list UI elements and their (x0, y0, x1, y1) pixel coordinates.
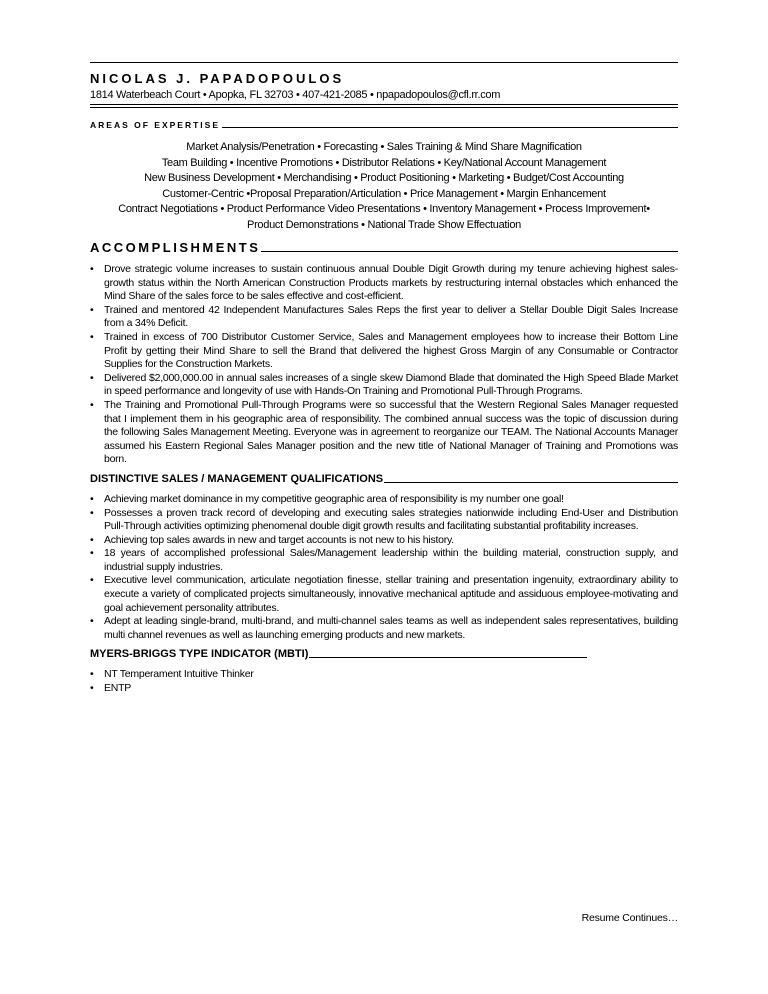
mbti-heading (90, 648, 587, 660)
expertise-line: New Business Development • Merchandising • Product Positioning • Marketing • Budget/Cost Accounting (144, 172, 624, 184)
accomplishments-heading-label: ACCOMPLISHMENTS (90, 240, 261, 255)
expertise-list (90, 140, 678, 233)
list-item: • Achieving market dominance in my competitive geographic area of responsibility is my number one goal! (90, 493, 678, 507)
list-item: • Possesses a proven track record of developing and executing sales strategies nationwide including End-User and Distribution Pull-Through activities optimizing phenomenal double digit growth results and facilitating substantial profitability increases. (90, 507, 678, 534)
list-item: • Executive level communication, articulate negotiation finesse, stellar training and presentation ingenuity, extraordinary ability to execute a variety of complicated projects simultaneously, innovative mechanical aptitude and assiduous employee-motivating and goal achievement personality attributes. (90, 574, 678, 615)
top-rule (90, 62, 678, 63)
list-item: • ENTP (90, 682, 678, 696)
expertise-line: Contract Negotiations • Product Performance Video Presentations • Inventory Management • Process Improvement• (118, 203, 650, 215)
contact-rule (90, 107, 678, 108)
heading-rule (309, 657, 587, 658)
expertise-line: Team Building • Incentive Promotions • Distributor Relations • Key/National Account Management (161, 156, 607, 169)
list-item: • Trained in excess of 700 Distributor Customer Service, Sales and Management employees how to increase their Bottom Line Profit by getting their Mind Share to sell the Brand that delivered the highest Gross Margin of any Consumable or Contractor Supplies for the Construction Markets. (90, 331, 678, 372)
mbti-list (90, 668, 678, 695)
expertise-heading-label: AREAS OF EXPERTISE (90, 120, 220, 130)
mbti-heading-label: MYERS-BRIGGS TYPE INDICATOR (MBTI) (90, 648, 309, 661)
candidate-name: NICOLAS J. PAPADOPOULOS (90, 71, 345, 86)
qualifications-heading (90, 473, 678, 485)
expertise-line: Customer-Centric •Proposal Preparation/Articulation • Price Management • Margin Enhancement (162, 187, 606, 200)
heading-rule (261, 251, 678, 252)
accomplishments-heading (90, 240, 678, 255)
list-item: • NT Temperament Intuitive Thinker (90, 668, 678, 682)
accomplishments-list (90, 263, 678, 467)
expertise-line: Market Analysis/Penetration • Forecasting • Sales Training & Mind Share Magnification (186, 141, 582, 153)
qualifications-heading-label: DISTINCTIVE SALES / MANAGEMENT QUALIFICATIONS (90, 472, 384, 485)
resume-page (90, 62, 678, 696)
expertise-heading (90, 120, 678, 130)
list-item: • Delivered $2,000,000.00 in annual sales increases of a single skew Diamond Blade that dominated the High Speed Blade Market in speed performance and longevity of use with Hands-On Training and Promotional Pull-Through Programs. (90, 372, 678, 399)
list-item: • 18 years of accomplished professional Sales/Management leadership within the building material, construction supply, and industrial supply industries. (90, 547, 678, 574)
list-item: • Trained and mentored 42 Independent Manufactures Sales Reps the first year to deliver a Stellar Double Digit Sales Increase from a 34% Deficit. (90, 304, 678, 331)
resume-continues-note: Resume Continues… (581, 912, 678, 924)
expertise-line: Product Demonstrations • National Trade Show Effectuation (247, 218, 521, 231)
contact-line: 1814 Waterbeach Court • Apopka, FL 32703 • 407-421-2085 • npapadopoulos@cfl.rr.com (90, 89, 678, 105)
list-item: • The Training and Promotional Pull-Through Programs were so successful that the Western Regional Sales Manager requested that I implement them in his geographic area of responsibility. The combined annual success was the topic of discussion during the following Sales Management Meeting. Everyone was in agreement to reorganize our TEAM. The National Accounts Manager assumed his Eastern Regional Sales Manager position and the new title of National Manager of Training and Promotions was born. (90, 399, 678, 467)
heading-rule (222, 127, 678, 128)
list-item: • Drove strategic volume increases to sustain continuous annual Double Digit Growth during my tenure achieving highest sales-growth status within the North American Construction Products markets by restructuring internal obstacles which enhanced the Mind Share of the sales force to be sales effective and cost-efficient. (90, 263, 678, 304)
list-item: • Adept at leading single-brand, multi-brand, and multi-channel sales teams as well as independent sales representatives, building multi channel revenues as well as launching emerging products and new markets. (90, 615, 678, 642)
qualifications-list (90, 493, 678, 643)
heading-rule (384, 482, 678, 483)
list-item: • Achieving top sales awards in new and target accounts is not new to his history. (90, 534, 678, 548)
